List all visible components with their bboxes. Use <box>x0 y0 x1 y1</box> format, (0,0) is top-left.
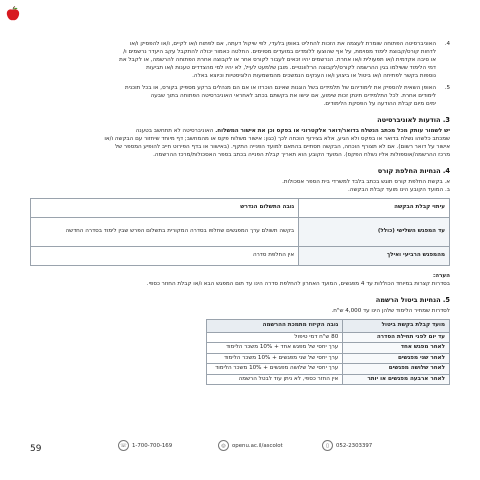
table-header: גובה הקיזוז מתמכת ההרשמה <box>207 320 343 333</box>
table-header: גובה התשלום הנדרש <box>31 199 299 218</box>
footer <box>0 440 480 452</box>
table-cell: אין החלפת סדרה <box>31 247 299 266</box>
table-cell: ערך יחסי של שלושה מפגשים + 10% משכר הלימוד <box>207 364 343 375</box>
section-3-line: שמכתב כלשהו נשלח בדואר או בפקס ולא הגיע, אלא בצירוף הוכחה לכך (כגון: אישור משלוח פקס או מהמחשב; דף מיוחד שיחזור עם הבקשה ו/או <box>104 136 450 142</box>
table-cell: אין החזר כספי, לא ניתן עוד לבטל הרשמה <box>207 374 343 385</box>
clause-line: לימודים אחרת. לכל התלמידים תינתן זכות שימוע, אם יגישו את בקשתם בכתב לאחראי האוניברסיטה הפתוחה בתוך שבעה <box>150 93 436 99</box>
clause-line: האוניברסיטה הפתוחה שומרת לעצמה את הזכות להחליט באופן בלעדי, לפי שיקול דעתה, אם לפתוח ו/או לקיים, ו/או להפסיק ו/או <box>129 41 436 47</box>
section-4-line: ב. המועד הקובע הינו מועד קבלת הבקשה. <box>348 187 450 193</box>
clause-5 <box>30 84 450 108</box>
table-row <box>207 332 450 343</box>
table-header-row <box>207 320 450 333</box>
clause-line: דמי הלימוד ששילמו בגין ההרשמה לקורס/לקבוצה הרלוונטיים. מובן שלמעט לעיל, לא יהיו למי מהצדדים טענות ו/או תביעות <box>146 65 436 71</box>
phone-icon: ☏ <box>118 440 129 451</box>
table-cell: עד המפגש השלישי (כולל) <box>299 218 450 247</box>
footer-phone-2[interactable] <box>322 440 372 451</box>
table-cell: לאחר ארבעה מפגשים או יותר <box>343 374 450 385</box>
cancellation-table <box>206 319 450 385</box>
globe-icon: ◎ <box>218 440 229 451</box>
mobile-icon: ▯ <box>322 440 333 451</box>
table-header: מועד קבלת בקשת ביטול <box>343 320 450 333</box>
clause-line: ימים מיום קבלת ההודעה על הפסקת הלימודים. <box>323 101 436 107</box>
clause-line: נוספות בקשר לפתיחה ו/או ביטול או ביצוע ו/או הענקים הנמשכים מהמשמעות הלוגיסטיות וכיוצא באלה. <box>192 73 436 79</box>
section-3-title: 3. הודעות לאוניברסיטה <box>377 116 450 124</box>
table-row <box>207 343 450 354</box>
section-5-intro: לסדרות שמחיר הלימוד שלהן הינו עד 4,000 ש"ח. <box>331 308 450 314</box>
apple-logo-icon <box>6 6 20 22</box>
table-header-row <box>31 199 450 218</box>
table-cell: עד יום לפני תחילת הסדרה <box>343 332 450 343</box>
section-4-title: 4. הנחיות החלפת קורס <box>377 167 450 175</box>
table-row <box>207 353 450 364</box>
footer-website[interactable] <box>218 440 283 451</box>
section-3-line: אישור על דואר רשום). אם לא תצורף הוכחה, הבקשה תסתיים בהתאם למועד הפנייה התקף. (באישור או בדף הפירוט חייב להופיע המספר של <box>115 144 450 150</box>
phone-2-text: 052-2303397 <box>336 442 373 449</box>
footer-phone-1[interactable] <box>118 440 172 451</box>
numbered-clauses <box>30 40 450 108</box>
table-row <box>207 374 450 385</box>
table-cell: 80 ש"ח דמי טיפול <box>207 332 343 343</box>
table-cell: לאחר שני מפגשים <box>343 353 450 364</box>
bold-lead: יש לשמור עותק מכל מכתב הנשלח בדואר/דואר אלקטרוני או בפקס וכן את אישור המשלוח. <box>215 128 450 134</box>
clause-4 <box>30 40 450 80</box>
lead-rest: האוניברסיטה לא תתחשב בטענה <box>135 128 216 134</box>
section-5-title: 5. הנחיות ביטול הרשמה <box>375 296 450 304</box>
table-cell: לאחר שלושה מפגשים <box>343 364 450 375</box>
website-text: openu.ac.il/ascolot <box>232 442 283 449</box>
table-cell: בקשה תשולם ערך המפגשים שחלפו בסדרה המקורית בתשלום הפרש שבין לימוד בסדרה החדשה <box>31 218 299 247</box>
clause-number: 4. <box>444 41 450 47</box>
table-cell: לאחר מפגש אחד <box>343 343 450 354</box>
clause-line: לדחות קורס/קבוצת לימוד מסוימת, על אף שהוצעו ללומדים במועדים מסוימים. החלטה כאמור יכולה להתקבל עקב היעדר נרשמים ו/ <box>123 49 436 55</box>
section-3-lead <box>30 127 450 135</box>
document-content <box>30 40 450 391</box>
clause-line: האופן השאית להספיק את לימודיהם של תלמידים בשל הוגנות שאינם הוכרזו או אם הם מנהלים ברקע מספיק בקורס, או בכל תוכנית <box>125 85 436 91</box>
section-4-line: א. בקשת החלפת קורס תוגש בכתב בלבד למשרדי בית הספר אסכולות. <box>282 179 450 185</box>
section-3-line: מרכז ההרשמה/אוספולות אליו נשלח הפקס). המועד הקובע הוא תאריך קבלת הפנייה בכתב בספר האסכולות/מרכז ההרשמה. <box>153 152 450 158</box>
table-row <box>31 247 450 266</box>
note-title: הערה: <box>432 273 450 279</box>
table-cell: מהמפגש הרביעי ואילך <box>299 247 450 266</box>
phone-1-text: 1-700-700-169 <box>132 442 173 449</box>
table-cell: ערך יחסי של שני מפגשים + 10% משכר הלימוד <box>207 353 343 364</box>
clause-number: 5. <box>444 85 450 91</box>
table-cell: ערך יחסי של מפגש אחד + 10% משכר הלימוד <box>207 343 343 354</box>
course-change-table <box>30 198 450 266</box>
table-row <box>31 218 450 247</box>
note-line: בסדרות קצרות במיוחד הכוללות עד 4 מפגשים, המועד האחרון להחלפת סדרה הינו עד תום המפגש הבא ו/או קבלת החוזר כספי. <box>146 281 450 287</box>
table-row <box>207 364 450 375</box>
page-number: 59 <box>30 444 42 454</box>
clause-line: או סיבה אקדמית ו/או תפעולית ו/או אחרת. הנרשמים יהיו זכאים לעבור לקורס אחר או לקבוצה אחרת הפתוחה להרשמה, או לקבל את <box>119 57 436 63</box>
table-header: עיתוי קבלת הבקשה <box>299 199 450 218</box>
